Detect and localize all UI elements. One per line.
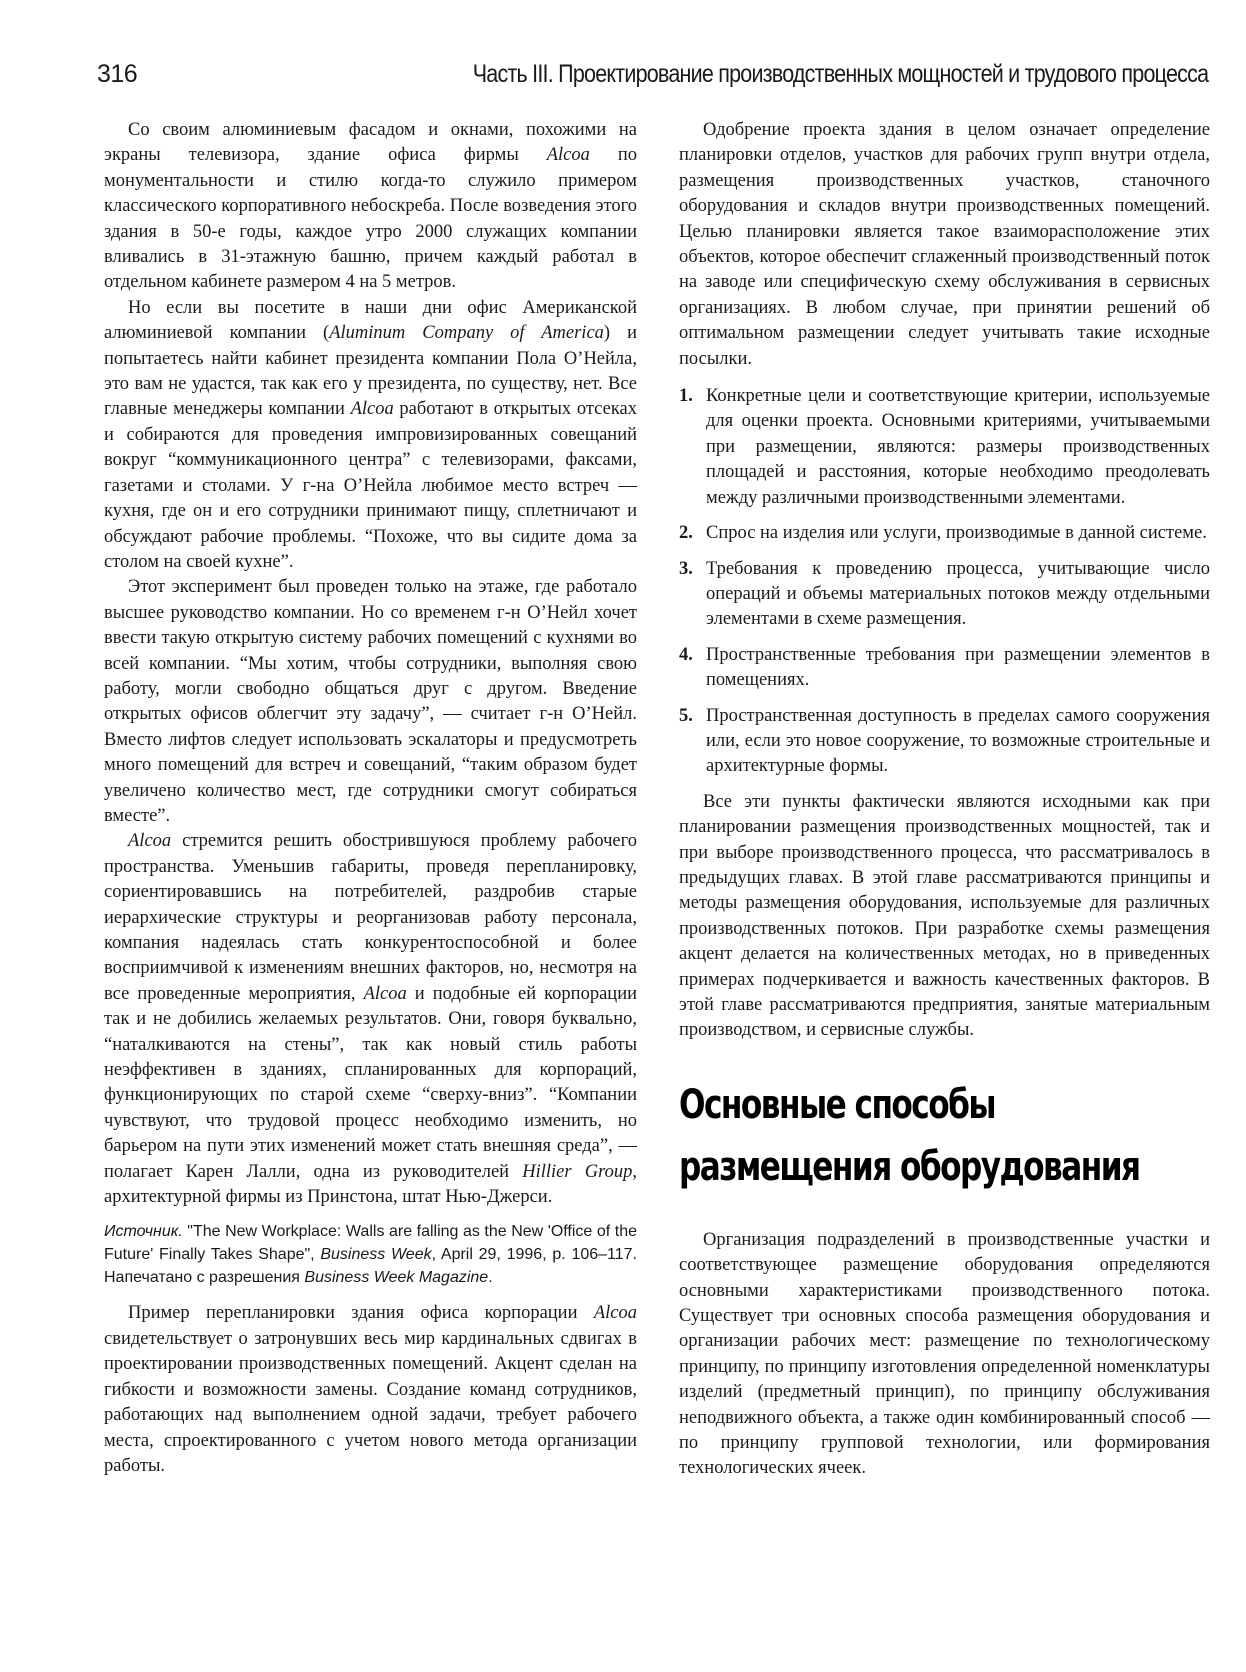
- list-item: [679, 643, 1210, 694]
- text-run: и подобные ей корпорации так и не добились желаемых результатов. Они, говоря буквально, “наталкиваются на стены”, так как новый стиль работы неэффективен в зданиях, спланированных для корпораций, функционирующих по старой схеме “сверху-вниз”. “Компании чувствуют, что трудовой процесс необходимо изменить, но барьером на пути этих изменений может стать внешняя среда”, — полагает Карен Лалли, одна из руководителей: [104, 983, 637, 1182]
- text-run: .: [488, 1269, 493, 1287]
- running-title: Часть III. Проектирование производственных мощностей и трудового процесса: [472, 60, 1208, 88]
- numbered-list: [679, 384, 1210, 780]
- body-paragraph-alcoa-example: [104, 1301, 637, 1479]
- list-number: 5.: [679, 705, 693, 726]
- sidebar-paragraph-4: [104, 829, 637, 1210]
- company-name: Alcoa: [350, 399, 394, 420]
- company-name: Alcoa: [363, 983, 407, 1004]
- left-column: [104, 118, 637, 1479]
- list-item-text: Спрос на изделия или услуги, производимые в данной системе.: [706, 523, 1207, 544]
- list-number: 3.: [679, 558, 693, 579]
- section-heading: Основные способы размещения оборудования: [679, 1081, 1140, 1190]
- right-column: [679, 118, 1210, 1482]
- text-run: Пример перепланировки здания офиса корпорации: [128, 1303, 594, 1324]
- list-item-text: Пространственные требования при размещении элементов в помещениях.: [706, 644, 1210, 691]
- text-run: ) и попытаетесь найти кабинет президента компании Пола О’Нейла, это вам не удастся, так как его у президента, по существу, нет. Все главные менеджеры компании: [104, 323, 637, 420]
- text-run: Но если вы посетите в наши дни офис Американской алюминиевой компании (: [104, 297, 637, 344]
- list-item-text: Требования к проведению процесса, учитывающие число операций и объемы материальных потоков между отдельными элементами в схеме размещения.: [706, 558, 1210, 630]
- company-name: Alcoa: [546, 145, 590, 166]
- text-run: Со своим алюминиевым фасадом и окнами, похожими на экраны телевизора, здание офиса фирмы: [104, 120, 637, 166]
- company-name: Hillier Group: [522, 1161, 633, 1182]
- list-item: [679, 521, 1210, 546]
- list-number: 2.: [679, 523, 693, 544]
- source-citation: [104, 1220, 637, 1289]
- text-run: , архитектурной фирмы из Принстона, штат Нью-Джерси.: [104, 1161, 637, 1208]
- body-paragraph-intro: Одобрение проекта здания в целом означает определение планировки отделов, участков для рабочих групп внутри отдела, размещения производственных участков, станочного оборудования и складов внутри производственных помещений. Целью планировки является такое взаиморасположение этих объектов, которое обеспечит сглаженный производственный поток на заводе или специфическую схему обслуживания в сервисных организациях. В любом случае, при принятии решений об оптимальном размещении следует учитывать такие исходные посылки.: [679, 120, 1210, 369]
- sidebar-paragraph-1: [104, 118, 637, 296]
- page-number: 316: [97, 60, 138, 88]
- body-paragraph-summary: Все эти пункты фактически являются исходными как при планировании размещения производственных мощностей, так и при выборе производственного процесса, что рассматривалось в предыдущих главах. В этой главе рассматриваются принципы и методы размещения оборудования, используемые для различных производственных потоков. При разработке схемы размещения акцент делается на количественных методах, но в приведенных примерах подчеркивается и важность качественных факторов. В этой главе рассматриваются предприятия, занятые материальным производством, и сервисные службы.: [679, 791, 1210, 1041]
- company-name: Alcoa: [128, 831, 172, 852]
- publication-name: Business Week: [320, 1246, 432, 1264]
- sidebar-paragraph-3: Этот эксперимент был проведен только на этаже, где работало высшее руководство компании. Но со временем г-н О’Нейл хочет ввести такую открытую систему рабочих помещений с кухнями во всей компании. “Мы хотим, чтобы сотрудники, выполняя свою работу, могли свободно общаться друг с другом. Введение открытых офисов облегчит эту задачу”, — считает г-н О’Нейл. Вместо лифтов следует использовать эскалаторы и предусмотреть много помещений для встреч и совещаний, “таким образом будет увеличено количество мест, где сотрудники смогут собираться вместе”.: [104, 577, 637, 826]
- text-run: по монументальности и стилю когда-то служило примером классического корпоративного небоскреба. После возведения этого здания в 50-е годы, каждое утро 2000 служащих компании вливались в 31-этажную башню, причем каждый работал в отдельном кабинете размером 4 на 5 метров.: [104, 145, 637, 293]
- text-run: работают в открытых отсеках и собираются для проведения импровизированных совещаний вокруг “коммуникационного центра” с телевизорами, факсами, газетами и столами. У г-на О’Нейла любимое место встреч — кухня, где он и его сотрудники принимают пищу, сплетничают и обсуждают рабочие проблемы. “Похоже, что вы сидите дома за столом на своей кухне”.: [104, 399, 637, 572]
- body-paragraph-section: Организация подразделений в производственные участки и соответствующее размещение оборудования определяются основными характеристиками производственного потока. Существует три основных способа размещения оборудования и организации рабочих мест: размещение по технологическому принципу, по принципу изготовления определенной номенклатуры изделий (предметный принцип), по принципу обслуживания неподвижного объекта, а также один комбинированный способ — по принципу групповой технологии, или формирования технологических ячеек.: [679, 1229, 1210, 1479]
- list-item: [679, 557, 1210, 633]
- sidebar-paragraph-2: [104, 296, 637, 575]
- company-name: Alcoa: [593, 1303, 637, 1324]
- source-label: Источник.: [104, 1223, 183, 1241]
- list-item-text: Конкретные цели и соответствующие критерии, используемые для оценки проекта. Основными критериями, учитываемыми при размещении, являются: размеры производственных площадей и расстояния, которые необходимо преодолевать между различными производственными элементами.: [706, 386, 1210, 508]
- text-run: стремится решить обострившуюся проблему рабочего пространства. Уменьшив габариты, проведя перепланировку, сориентировавшись на потребителей, раздробив старые иерархические структуры и реорганизовав работу персонала, компания надеялась стать конкурентоспособной и более восприимчивой к изменениям внешних факторов, но, несмотря на все проведенные мероприятия,: [104, 831, 637, 1004]
- publication-name: Business Week Magazine: [304, 1269, 489, 1287]
- text-run: "The New Workplace: Walls are falling as the New 'Office of the Future' Finally Takes Shape",: [104, 1223, 637, 1264]
- text-run: свидетельствует о затронувших весь мир кардинальных сдвигах в проектировании производственных помещений. Акцент сделан на гибкости и возможности замены. Создание команд сотрудников, работающих над выполнением одной задачи, требует рабочего места, спроектированного с учетом нового метода организации работы.: [104, 1328, 637, 1476]
- list-item: [679, 384, 1210, 511]
- company-name: Aluminum Company of America: [329, 323, 604, 344]
- list-number: 4.: [679, 644, 693, 665]
- list-item: [679, 704, 1210, 780]
- list-item-text: Пространственная доступность в пределах самого сооружения или, если это новое сооружение, то возможные строительные и архитектурные формы.: [706, 705, 1210, 777]
- text-run: , April 29, 1996, p. 106–117. Напечатано с разрешения: [104, 1246, 637, 1287]
- list-number: 1.: [679, 386, 693, 407]
